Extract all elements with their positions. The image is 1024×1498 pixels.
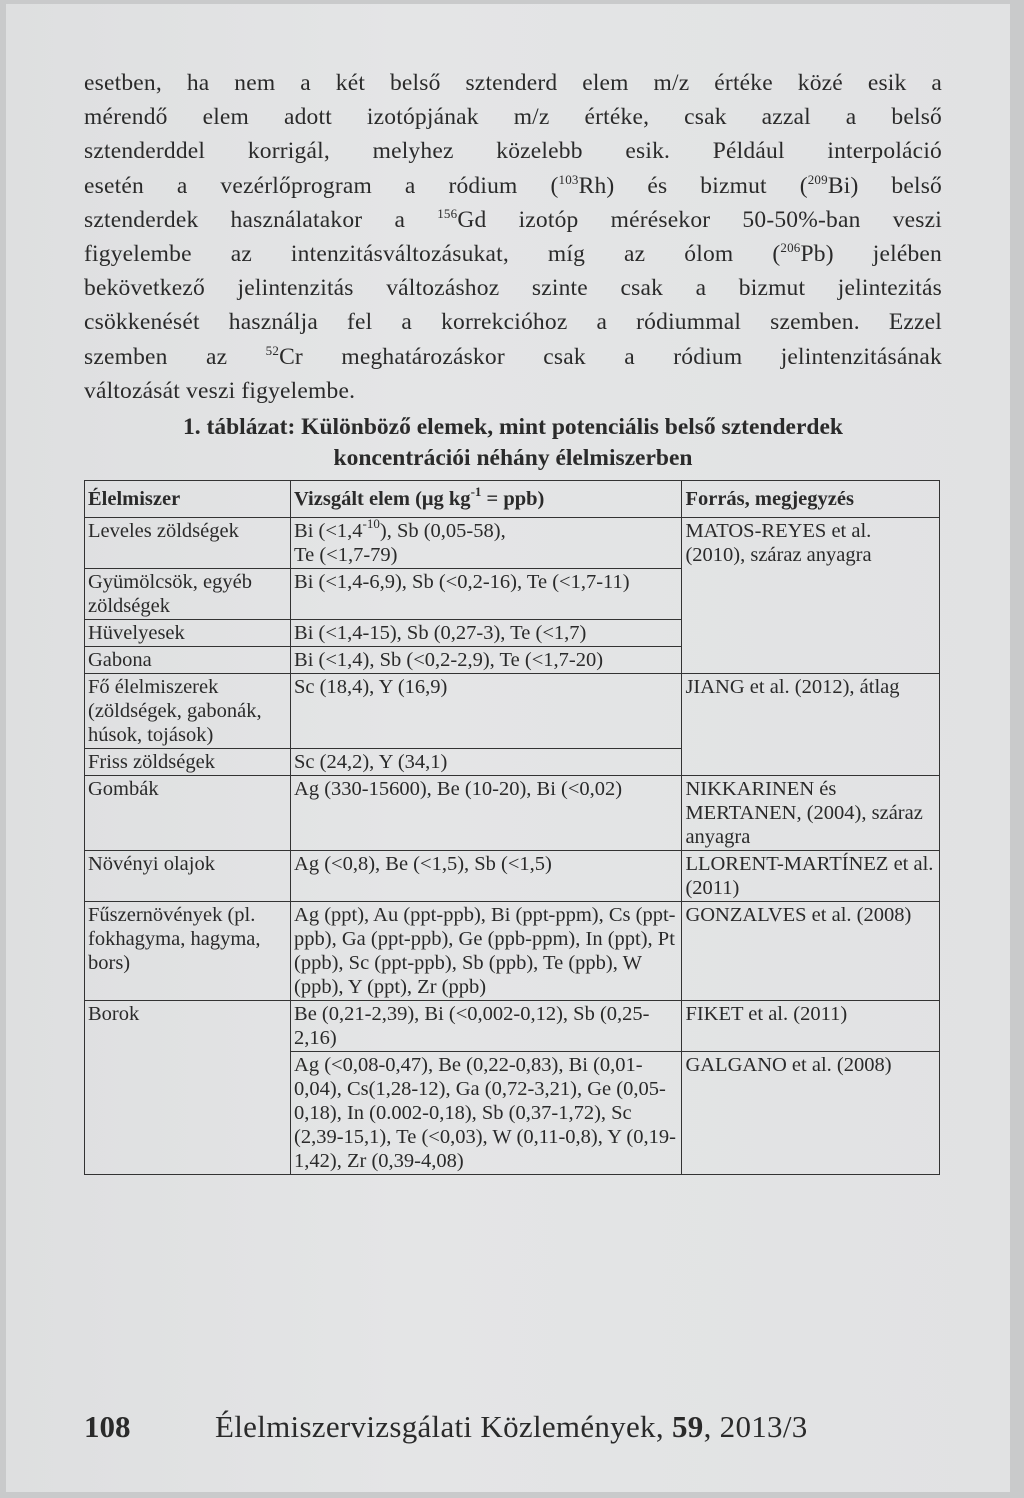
body-paragraph — [84, 66, 942, 408]
element-cell: Ag (ppt), Au (ppt-ppb), Bi (ppt-ppm), Cs (ppt-ppb), Ga (ppt-ppb), Ge (ppb-ppm), In (ppt), Pt (ppb), Sc (ppt-ppb), Sb (ppb), Te (ppb), W (ppb), Y (ppt), Zr (ppb) — [291, 902, 682, 1001]
caption-line-1: 1. táblázat: Különböző elemek, mint potenciális belső sztenderdek — [183, 414, 843, 440]
header-source: Forrás, megjegyzés — [682, 481, 940, 518]
table-header-row — [85, 481, 940, 518]
element-cell: Bi (<1,4), Sb (<0,2-2,9), Te (<1,7-20) — [291, 647, 682, 674]
paragraph-line: esetén a vezérlőprogram a ródium ($^{103}$Rh) és bizmut ($^{209}$Bi) belső — [84, 171, 943, 199]
paragraph-line: sztenderddel korrigál, melyhez közelebb esik. Például interpoláció — [84, 138, 942, 165]
food-cell: Fűszernövények (pl. fokhagyma, hagyma, bors) — [85, 902, 291, 1001]
food-cell: Gombák — [85, 776, 291, 851]
source-cell: NIKKARINEN és MERTANEN, (2004), száraz anyagra — [682, 776, 940, 851]
element-cell: Bi (<1,4-15), Sb (0,27-3), Te (<1,7) — [291, 620, 682, 647]
paragraph-line: változását veszi figyelembe. — [84, 377, 356, 404]
paragraph-line: figyelembe az intenzitásváltozásukat, míg az ólom ($^{206}$Pb) jelében — [84, 240, 942, 268]
food-cell: Hüvelyesek — [85, 620, 291, 647]
food-cell: Leveles zöldségek — [85, 518, 291, 569]
element-cell: Bi (<1,4-6,9), Sb (<0,2-16), Te (<1,7-11) — [291, 569, 682, 620]
caption-line-2: koncentrációi néhány élelmiszerben — [333, 445, 693, 471]
food-cell: Borok — [85, 1001, 291, 1175]
food-cell: Fő élelmiszerek (zöldségek, gabonák, húsok, tojások) — [85, 674, 291, 749]
header-element: Vizsgált elem (μg $kg^{-1} = ppb$) — [291, 481, 682, 518]
source-cell: GALGANO et al. (2008) — [682, 1052, 940, 1175]
table-row — [85, 674, 940, 749]
element-cell: Sc (24,2), Y (34,1) — [291, 749, 682, 776]
source-cell: JIANG et al. (2012), átlag — [682, 674, 940, 776]
table-row — [85, 1001, 940, 1052]
paragraph-line: mérendő elem adott izotópjának m/z értéke, csak azzal a belső — [84, 104, 942, 131]
page-number: 108 — [84, 1409, 131, 1444]
journal-citation: Élelmiszervizsgálati Közlemények, 59, 2013/3 — [215, 1409, 808, 1444]
paragraph-line: szemben az $^{52}$Cr meghatározáskor csak a ródium jelintenzitásának — [84, 342, 942, 370]
paragraph-line: sztenderdek használatakor a $^{156}$Gd izotóp mérésekor 50-50%-ban veszi — [84, 205, 942, 233]
element-cell: Sc (18,4), Y (16,9) — [291, 674, 682, 749]
food-cell: Gyümölcsök, egyéb zöldségek — [85, 569, 291, 620]
food-cell: Friss zöldségek — [85, 749, 291, 776]
header-food: Élelmiszer — [85, 481, 291, 518]
source-cell: LLORENT-MARTÍNEZ et al. (2011) — [682, 851, 940, 902]
data-table — [84, 480, 940, 1175]
table-row — [85, 902, 940, 1001]
table-row — [85, 518, 940, 569]
table-row — [85, 776, 940, 851]
element-cell: Ag (<0,08-0,47), Be (0,22-0,83), Bi (0,01-0,04), Cs(1,28-12), Ga (0,72-3,21), Ge (0,05-0,18), In (0.002-0,18), Sb (0,37-1,72), Sc (2,39-15,1), Te (<0,03), W (0,11-0,8), Y (0,19-1,42), Zr (0,39-4,08) — [291, 1052, 682, 1175]
paragraph-line: bekövetkező jelintenzitás változáshoz szinte csak a bizmut jelintezitás — [84, 275, 942, 302]
paragraph-line: esetben, ha nem a két belső sztenderd elem m/z értéke közé esik a — [84, 70, 942, 96]
food-cell: Növényi olajok — [85, 851, 291, 902]
table-row — [85, 851, 940, 902]
source-cell: MATOS-REYES et al. (2010), száraz anyagra — [682, 518, 940, 674]
source-cell: FIKET et al. (2011) — [682, 1001, 940, 1052]
food-cell: Gabona — [85, 647, 291, 674]
paragraph-line: csökkenését használja fel a korrekcióhoz a ródiummal szemben. Ezzel — [84, 309, 942, 336]
element-cell: Be (0,21-2,39), Bi (<0,002-0,12), Sb (0,25-2,16) — [291, 1001, 682, 1052]
element-cell: Ag (330-15600), Be (10-20), Bi (<0,02) — [291, 776, 682, 851]
page — [6, 4, 1010, 1492]
table-caption — [84, 412, 942, 474]
element-cell: Bi $(<1,4^{-10})$, Sb (0,05-58), Te (<1,7-79) — [291, 518, 682, 569]
source-cell: GONZALVES et al. (2008) — [682, 902, 940, 1001]
element-cell: Ag (<0,8), Be (<1,5), Sb (<1,5) — [291, 851, 682, 902]
